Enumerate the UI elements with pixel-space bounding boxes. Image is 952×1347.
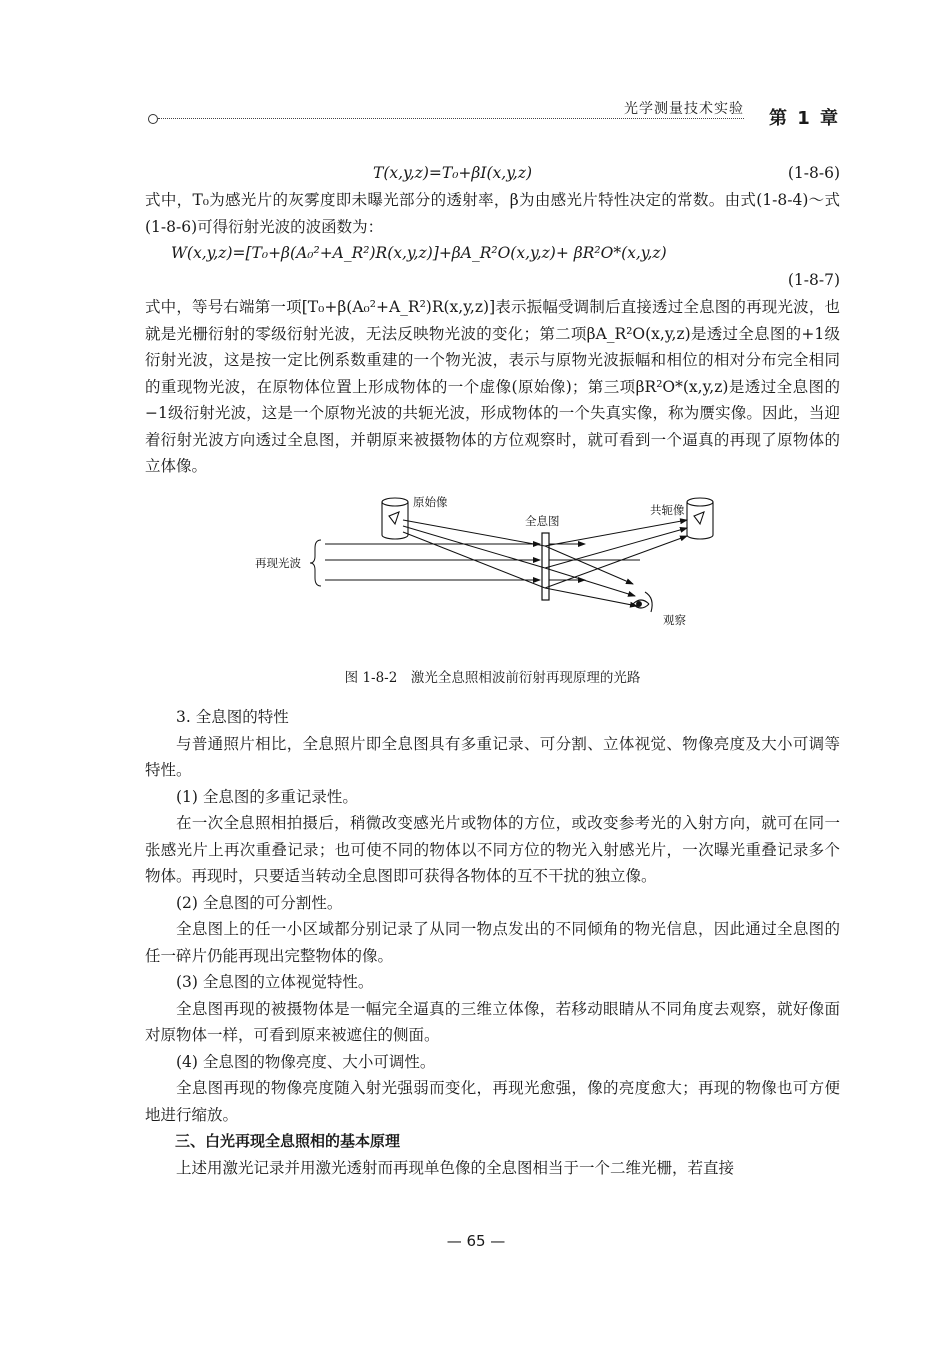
label-observe: 观察 (663, 612, 686, 627)
paragraph: 全息图再现的物像亮度随入射光强弱而变化，再现光愈强，像的亮度愈大；再现的物像也可方便地进行缩放。 (145, 1079, 840, 1124)
item-title: (2) 全息图的可分割性。 (176, 893, 343, 912)
equation-1-8-7 (145, 240, 840, 267)
conjugate-image-cylinder-icon (687, 498, 713, 539)
equation-number: (1-8-7) (787, 271, 840, 289)
header-circle-ornament (148, 114, 158, 124)
paragraph: 全息图上的任一小区域都分别记录了从同一物点发出的不同倾角的物光信息，因此通过全息图的任一碎片仍能再现出完整物体的像。 (145, 920, 840, 965)
brace-icon (310, 540, 321, 586)
figure-holographic-reconstruction (145, 480, 840, 665)
running-header (148, 96, 840, 130)
section-subtitle: 3. 全息图的特性 (176, 708, 289, 726)
book-title: 光学测量技术实验 (624, 101, 744, 117)
equation-1-8-6 (145, 160, 840, 187)
item-title: (3) 全息图的立体视觉特性。 (176, 973, 374, 991)
label-conjugate-image: 共轭像 (650, 502, 685, 517)
eye-icon (633, 592, 652, 612)
paragraph: 在一次全息照相拍摄后，稍微改变感光片或物体的方位，或改变参考光的入射方向，就可在同一张感光片上再次重叠记录；也可使不同的物体以不同方位的物光入射感光片，一次曝光重叠记录多个物体。再现时，只要适当转动全息图即可获得各物体的互不干扰的独立像。 (145, 814, 840, 885)
optical-path-diagram (245, 488, 715, 668)
item-title: (1) 全息图的多重记录性。 (176, 787, 358, 806)
equation-number: (1-8-6) (787, 164, 840, 182)
page-body (145, 160, 840, 1181)
page-number: — 65 — (446, 1232, 506, 1250)
paragraph: 与普通照片相比，全息照片即全息图具有多重记录、可分割、立体视觉、物像亮度及大小可调等特性。 (145, 734, 840, 779)
label-hologram: 全息图 (525, 513, 560, 528)
equation-number-row (145, 267, 840, 294)
item-title: (4) 全息图的物像亮度、大小可调性。 (176, 1052, 436, 1071)
paragraph: 上述用激光记录并用激光透射而再现单色像的全息图相当于一个二维光栅，若直接 (176, 1158, 735, 1177)
section-heading: 三、白光再现全息照相的基本原理 (175, 1132, 401, 1150)
paragraph: 式中，等号右端第一项[T₀+β(A₀²+A_R²)R(x,y,z)]表示振幅受调制后直接透过全息图的再现光波，也就是光栅衍射的零级衍射光波，无法反映物光波的变化；第二项βA_R²O(x,y,z)是透过全息图的+1级衍射光波，这是按一定比例系数重建的一个物光波，表示与原物光波振幅和相位的相对分布完全相同的重现物光波，在原物体位置上形成物体的一个虚像(原始像)；第三项βR²O*(x,y,z)是透过全息图的−1级衍射光波，这是一个原物光波的共轭光波，形成物体的一个失真实像，称为赝实像。因此，当迎着衍射光波方向透过全息图，并朝原来被摄物体的方位观察时，就可看到一个逼真的再现了原物体的立体像。 (145, 298, 840, 475)
equation-expression: W(x,y,z)=[T₀+β(A₀²+A_R²)R(x,y,z)]+βA_R²O(x,y,z)+ βR²O*(x,y,z) (171, 244, 667, 262)
chapter-label: 第 1 章 (768, 108, 840, 129)
paragraph: 式中，T₀为感光片的灰雾度即未曝光部分的透射率，β为由感光片特性决定的常数。由式(1-8-4)～式(1-8-6)可得衍射光波的波函数为： (145, 191, 840, 236)
paragraph: 全息图再现的被摄物体是一幅完全逼真的三维立体像，若移动眼睛从不同角度去观察，就好像面对原物体一样，可看到原来被遮住的侧面。 (145, 999, 840, 1044)
label-original-image: 原始像 (413, 494, 448, 509)
hologram-plate (542, 533, 549, 600)
equation-expression: T(x,y,z)=T₀+βI(x,y,z) (373, 164, 533, 182)
figure-caption: 图 1-8-2 激光全息照相波前衍射再现原理的光路 (344, 669, 641, 686)
label-reconstruct-wave: 再现光波 (255, 555, 301, 570)
header-dotted-rule (158, 118, 744, 119)
